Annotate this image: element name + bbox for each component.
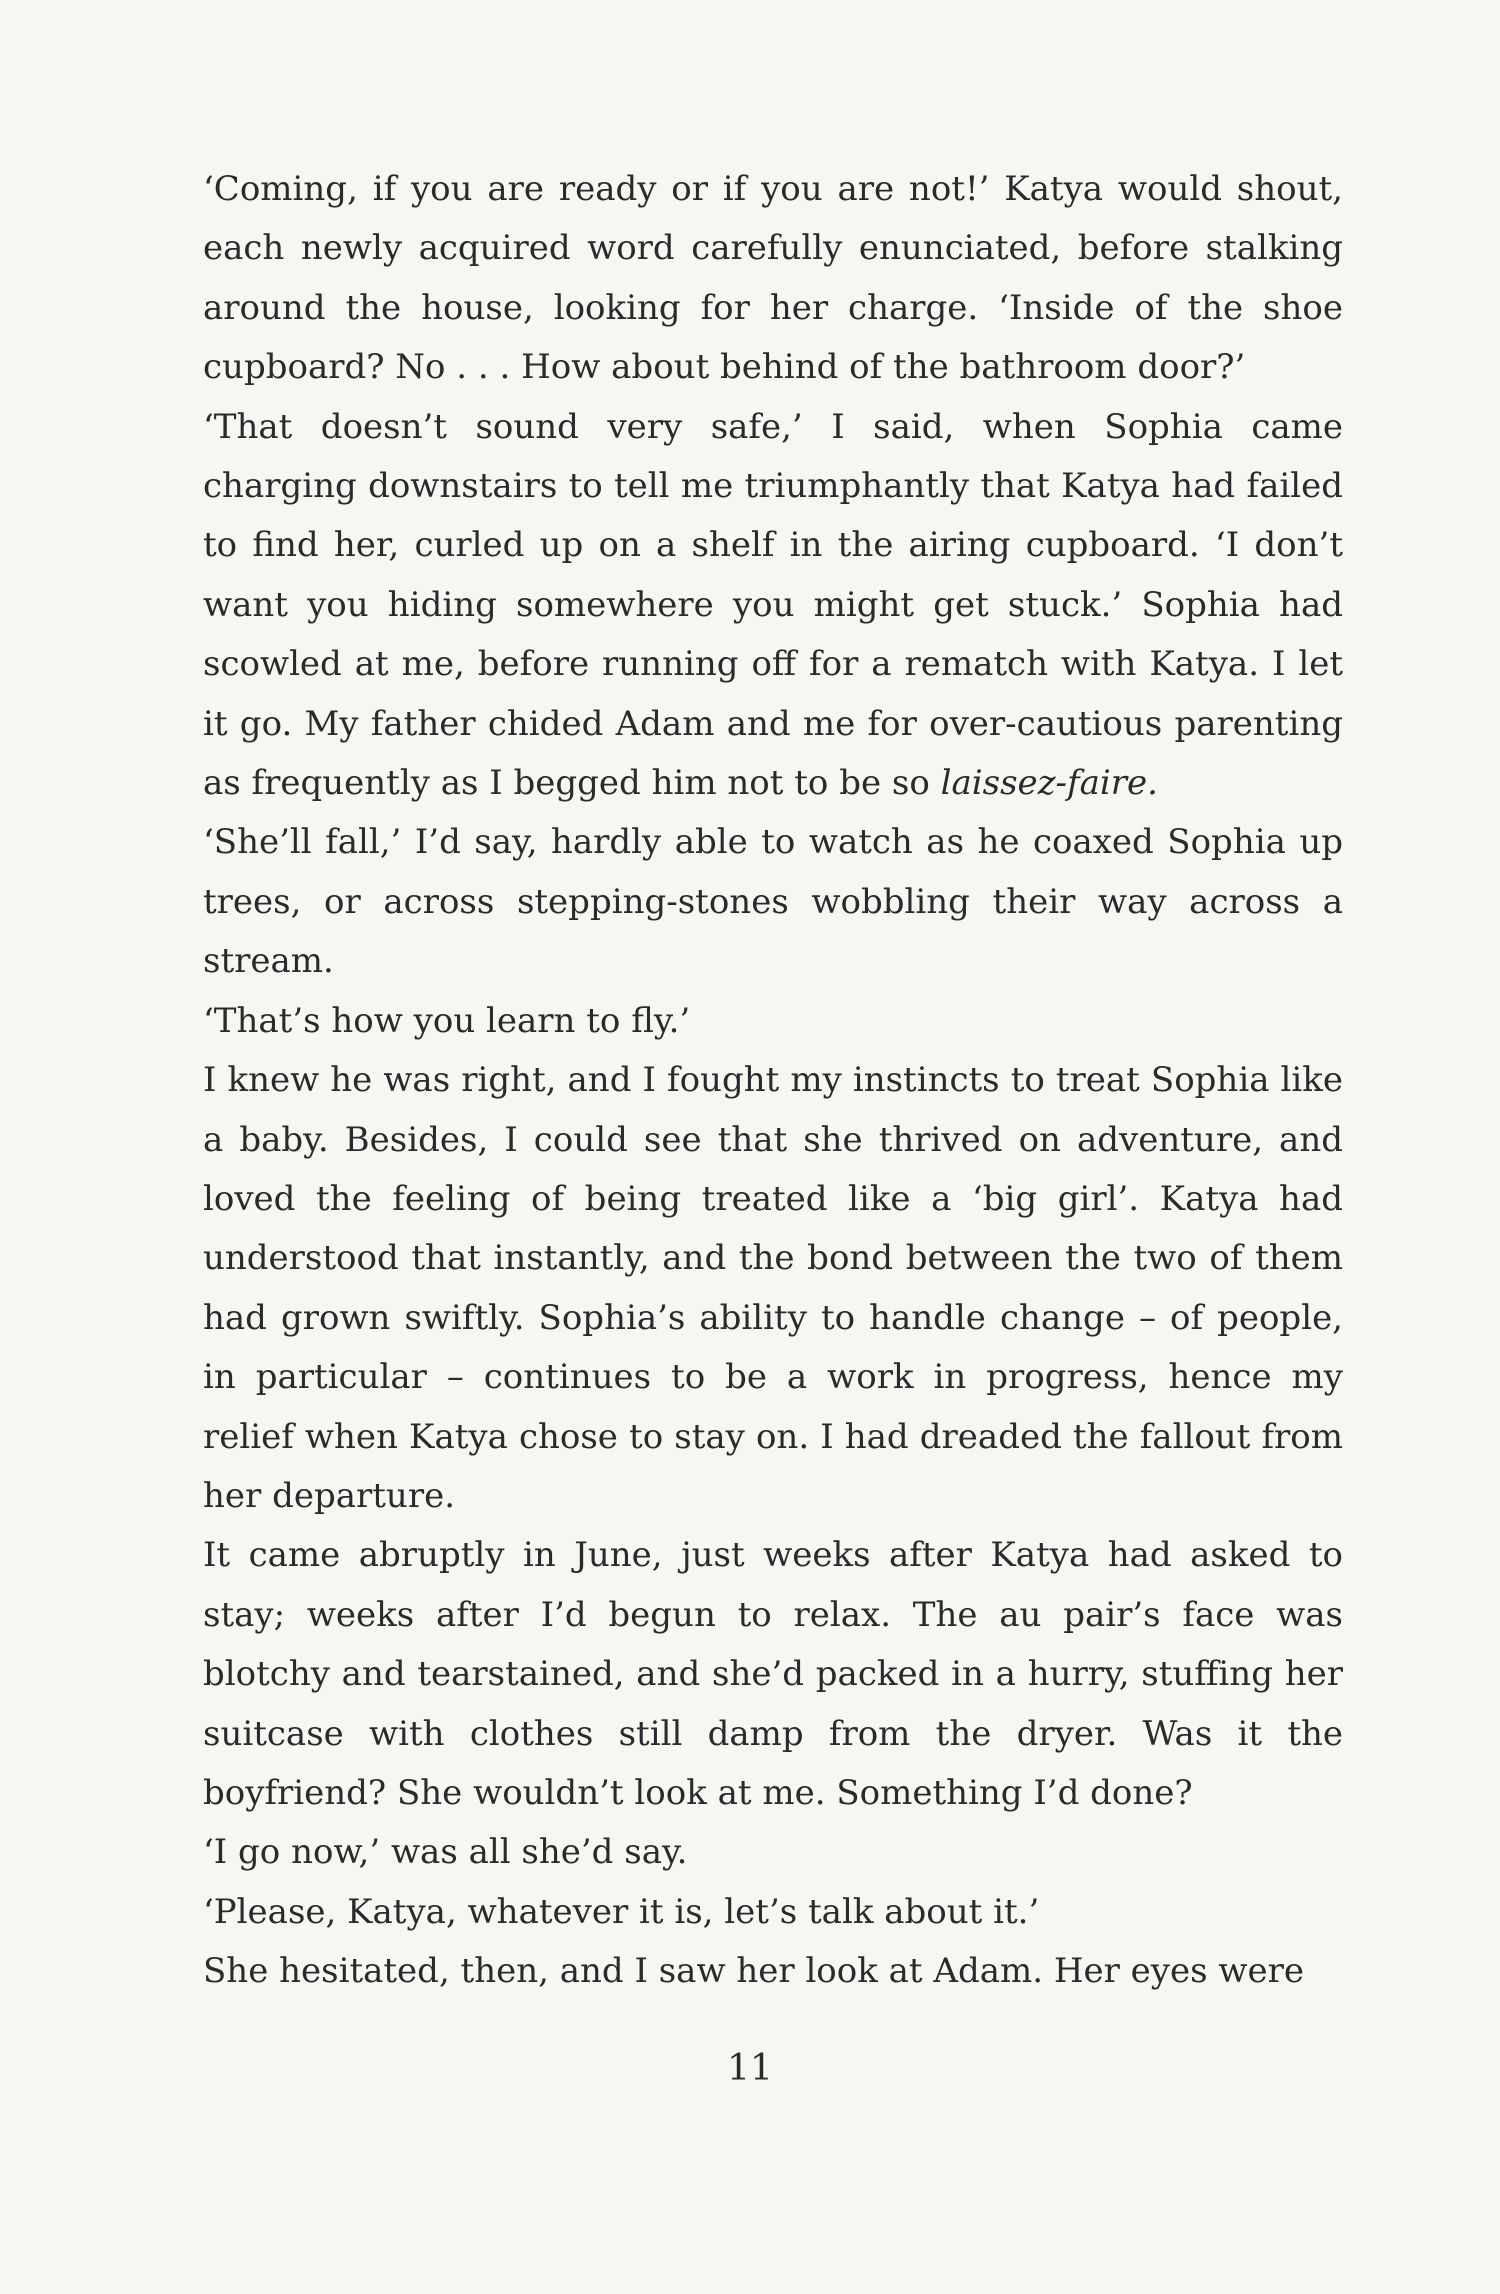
paragraph-9: She hesitated, then, and I saw her look at Adam. Her eyes were bbox=[203, 1951, 1304, 1992]
paragraph-3: ‘She’ll fall,’ I’d say, hardly able to watch as he coaxed Sophia up trees, or across stepping-stones wobbling their way across a stream. bbox=[203, 822, 1343, 982]
paragraph-5: I knew he was right, and I fought my instincts to treat Sophia like a baby. Besides, I could see that she thrived on adventure, and loved the feeling of being treated like a ‘big girl’. Katya had understood that instantly, and the bond between the two of them had grown swiftly. Sophia’s ability to handle change – of people, in particular – continues to be a work in progress, hence my relief when Katya chose to stay on. I had dreaded the fallout from her departure. bbox=[203, 1060, 1343, 1516]
paragraph-7: ‘I go now,’ was all she’d say. bbox=[203, 1832, 688, 1873]
paragraph-2-text: ‘That doesn’t sound very safe,’ I said, when Sophia came charging downstairs to tell me triumphantly that Katya had failed to find her, curled up on a shelf in the airing cupboard. ‘I don’t want you hiding somewhere you might get stuck.’ Sophia had scowled at me, before running off for a rematch with Katya. I let it go. My father chided Adam and me for over-cautious parenting as frequently as I begged him not to be so bbox=[203, 406, 1343, 804]
body-text bbox=[203, 160, 1343, 2002]
paragraph-2 bbox=[203, 398, 1343, 814]
paragraph-4: ‘That’s how you learn to fly.’ bbox=[203, 1000, 691, 1041]
italic-phrase: laissez-faire. bbox=[940, 763, 1158, 804]
page-number: 11 bbox=[727, 2048, 773, 2089]
paragraph-8: ‘Please, Katya, whatever it is, let’s talk about it.’ bbox=[203, 1891, 1040, 1932]
paragraph-1: ‘Coming, if you are ready or if you are not!’ Katya would shout, each newly acquired word carefully enunciated, before stalking around the house, looking for her charge. ‘Inside of the shoe cupboard? No . . . How about behind of the bathroom door?’ bbox=[203, 169, 1343, 388]
paragraph-6: It came abruptly in June, just weeks after Katya had asked to stay; weeks after I’d begun to relax. The au pair’s face was blotchy and tearstained, and she’d packed in a hurry, stuffing her suitcase with clothes still damp from the dryer. Was it the boyfriend? She wouldn’t look at me. Something I’d done? bbox=[203, 1535, 1343, 1813]
